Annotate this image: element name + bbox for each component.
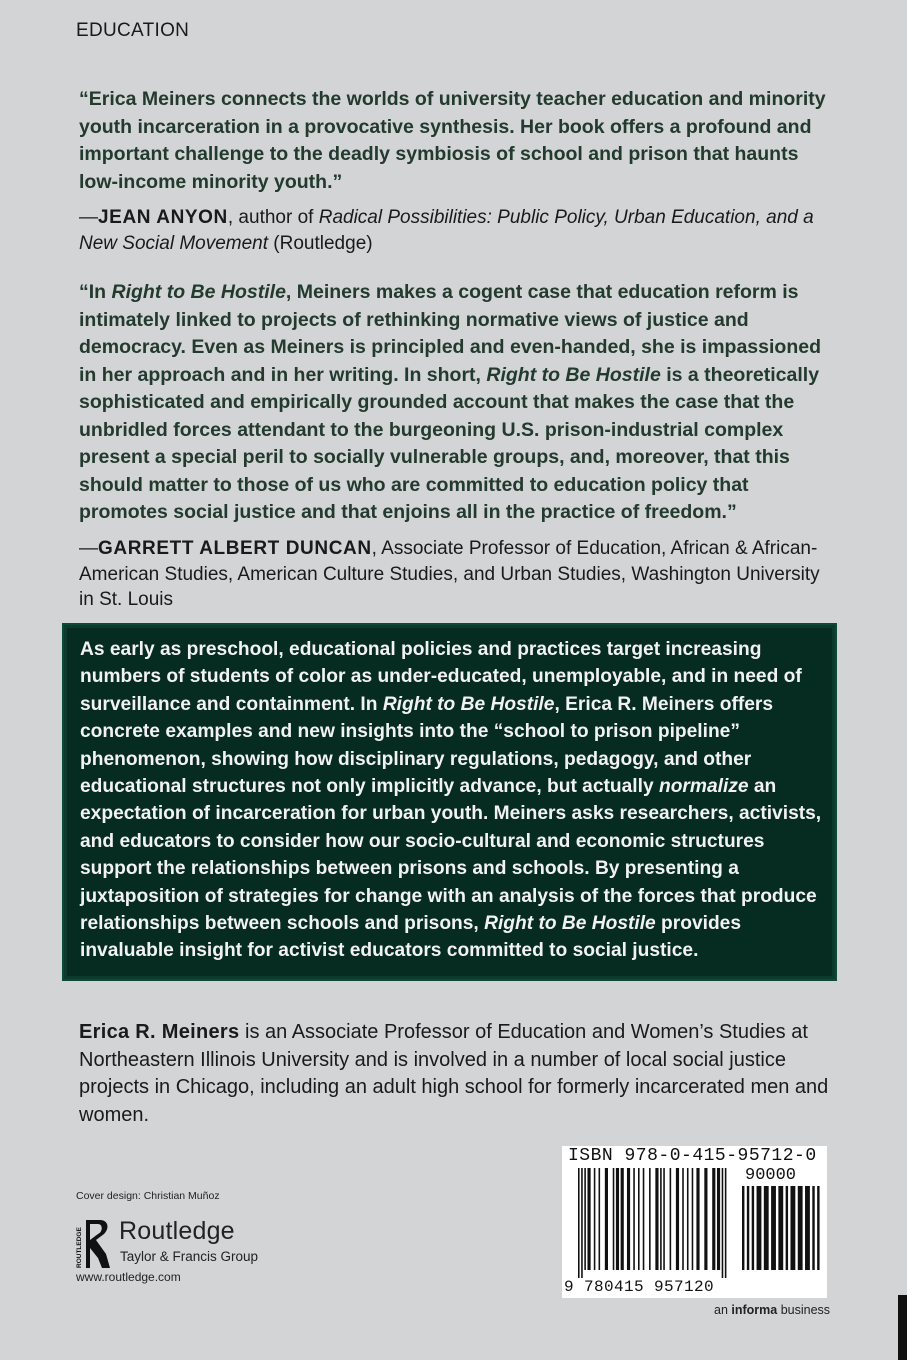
barcode-bar bbox=[594, 1168, 596, 1270]
logo-vertical-text: ROUTLEDGE bbox=[76, 1227, 83, 1268]
barcode-bar bbox=[663, 1168, 665, 1270]
dash: — bbox=[79, 538, 98, 559]
publisher-name: Routledge bbox=[119, 1217, 235, 1245]
barcode-bar bbox=[660, 1168, 662, 1270]
dash: — bbox=[79, 207, 98, 228]
barcode-bar bbox=[599, 1168, 601, 1270]
book-title: Right to Be Hostile bbox=[382, 693, 555, 715]
author-bio bbox=[79, 1019, 839, 1129]
barcode-bar bbox=[655, 1168, 658, 1270]
author-bio-text: is an Associate Professor of Education and Women’s Studies at Northeastern Illinois University and is involved in a number of local social justice projects in Chicago, including an adult high school for formerly incarcerated men and women. bbox=[79, 1021, 829, 1126]
barcode-bar bbox=[649, 1168, 651, 1270]
barcode-bar bbox=[747, 1186, 749, 1270]
quote-part: , Meiners makes a cogent case that education reform is intimately linked to projects of rethinking normative views of justice and democracy. Even as Meiners is principled and even-handed, she is impassioned in her approach and in her writing. In short, bbox=[79, 281, 821, 386]
description-part: provides invaluable insight for activist educators committed to social justice. bbox=[80, 913, 742, 962]
barcode-bar bbox=[764, 1186, 769, 1270]
barcode-bar bbox=[771, 1186, 776, 1270]
barcode-bar bbox=[584, 1168, 586, 1270]
barcode-bar bbox=[643, 1168, 645, 1270]
description-part: As early as preschool, educational policies and practices target increasing numbers of students of color as under-educated, unemployable, and in need of surveillance and containment. In bbox=[80, 639, 802, 715]
barcode-bar bbox=[676, 1168, 679, 1270]
endorser-book-title: Radical Possibilities: Public Policy, Urban Education, and a New Social Movement bbox=[79, 207, 814, 254]
description-text bbox=[80, 636, 824, 965]
barcode-bar bbox=[696, 1168, 699, 1270]
quote-part: is a theoretically sophisticated and empirically grounded account that makes the case that the unbridled forces attendant to the burgeoning U.S. prison-industrial complex present a special peril to socially vulnerable groups, and, moreover, that this should matter to those of us who are committed to education policy that promotes social justice and that enjoins all in the practice of freedom.” bbox=[79, 363, 820, 523]
book-title: Right to Be Hostile bbox=[484, 913, 656, 935]
informa-business-mark bbox=[714, 1303, 830, 1317]
barcode-bar bbox=[778, 1186, 783, 1270]
endorsement-attribution-1 bbox=[79, 205, 839, 256]
endorser-publisher: (Routledge) bbox=[268, 232, 373, 254]
barcode-bar bbox=[712, 1168, 715, 1270]
publisher-url: www.routledge.com bbox=[76, 1270, 181, 1284]
barcode-number: 9 780415 957120 bbox=[564, 1278, 715, 1296]
barcode-bar bbox=[805, 1186, 810, 1270]
routledge-logo-icon bbox=[76, 1218, 110, 1270]
barcode-bar bbox=[633, 1168, 635, 1270]
author-name: Erica R. Meiners bbox=[79, 1021, 240, 1043]
price-barcode-bars bbox=[742, 1186, 822, 1278]
endorsement-attribution-2 bbox=[79, 536, 839, 613]
barcode-bar bbox=[722, 1168, 724, 1278]
barcode-bar bbox=[627, 1168, 630, 1270]
barcode-bar bbox=[578, 1168, 580, 1278]
barcode-bar bbox=[752, 1186, 754, 1270]
informa-brand: informa bbox=[731, 1303, 778, 1317]
barcode-bar bbox=[817, 1186, 819, 1270]
barcode-bar bbox=[725, 1168, 727, 1278]
barcode-bar bbox=[742, 1186, 744, 1270]
quote-open: “In bbox=[79, 281, 112, 303]
barcode-bar bbox=[790, 1186, 795, 1270]
endorser-role: , Associate Professor of Education, African & African-American Studies, American Culture Studies, and Urban Studies, Washington University in St. Louis bbox=[79, 538, 820, 610]
informa-suffix: business bbox=[777, 1303, 831, 1317]
publisher-group: Taylor & Francis Group bbox=[120, 1249, 259, 1264]
barcode-bar bbox=[687, 1168, 689, 1270]
category-label: EDUCATION bbox=[76, 20, 190, 41]
description-part: , Erica R. Meiners offers concrete examples and new insights into the “school to prison pipeline” phenomenon, showing how disciplinary regulations, pedagogy, and other educational structures not only implicitly advance, but actually bbox=[80, 693, 774, 798]
book-title: Right to Be Hostile bbox=[486, 363, 661, 386]
cover-credit: Cover design: Christian Muñoz bbox=[76, 1190, 220, 1202]
barcode-bar bbox=[621, 1168, 624, 1270]
barcode-bar bbox=[587, 1168, 590, 1270]
endorser-role: , author of bbox=[227, 207, 319, 228]
ean-barcode-bars bbox=[578, 1168, 728, 1278]
barcode-bar bbox=[757, 1186, 762, 1270]
barcode-bar bbox=[692, 1168, 694, 1270]
barcode-bar bbox=[786, 1186, 788, 1270]
endorsement-quote-2 bbox=[79, 279, 831, 527]
endorser-name: GARRETT ALBERT DUNCAN bbox=[98, 538, 372, 559]
barcode-bar bbox=[798, 1186, 803, 1270]
barcode-bar bbox=[812, 1186, 814, 1270]
barcode-bar bbox=[581, 1168, 583, 1278]
barcode-bar bbox=[605, 1168, 608, 1270]
endorsement-quote-1: “Erica Meiners connects the worlds of university teacher education and minority youth incarceration in a provocative synthesis. Her book offers a profound and important challenge to the deadly symbiosis of school and prison that haunts low-income minority youth.” bbox=[79, 88, 826, 193]
book-title: Right to Be Hostile bbox=[111, 281, 286, 303]
description-part: an expectation of incarceration for urban youth. Meiners asks researchers, activists, and educators to consider how our socio-cultural and economic structures support the relationships between prisons and schools. By presenting a juxtaposition of strategies for change with an analysis of the forces that produce relationships between schools and prisons, bbox=[80, 776, 822, 935]
isbn-label: ISBN 978-0-415-95712-0 bbox=[568, 1146, 817, 1166]
edge-mark bbox=[898, 1295, 907, 1360]
isbn-barcode bbox=[562, 1146, 827, 1298]
emphasis: normalize bbox=[658, 776, 749, 798]
barcode-bar bbox=[704, 1168, 707, 1270]
price-code: 90000 bbox=[745, 1166, 797, 1185]
barcode-bar bbox=[717, 1168, 720, 1270]
description-box bbox=[62, 623, 837, 981]
barcode-bar bbox=[638, 1168, 640, 1270]
endorser-name: JEAN ANYON bbox=[98, 207, 228, 228]
informa-prefix: an bbox=[714, 1303, 732, 1317]
barcode-bar bbox=[670, 1168, 672, 1270]
barcode-bar bbox=[616, 1168, 619, 1270]
barcode-bar bbox=[613, 1168, 615, 1270]
barcode-bar bbox=[682, 1168, 684, 1270]
